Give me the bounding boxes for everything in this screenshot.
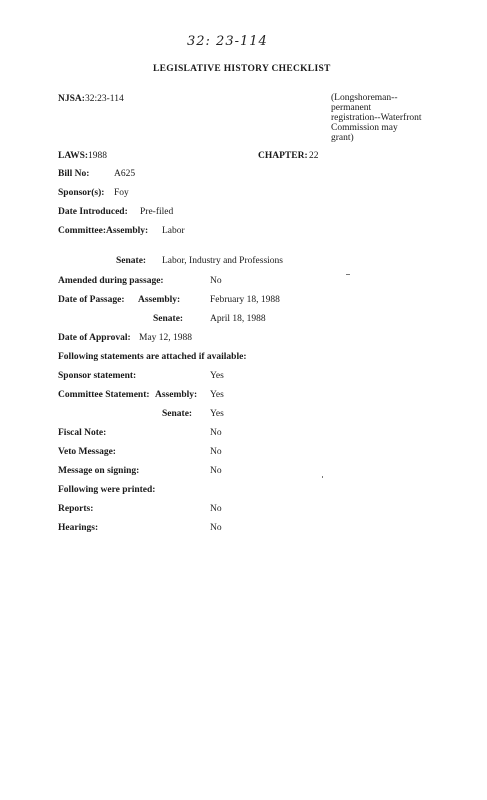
hearings-label: Hearings: xyxy=(58,523,99,533)
njsa-value: 32:23-114 xyxy=(85,94,124,104)
bill-description: (Longshoreman-- permanent registration--Waterfront Commission may grant) xyxy=(331,93,422,143)
scan-speck xyxy=(346,274,350,275)
veto-message-value: No xyxy=(210,447,222,457)
passage-assembly-label: Assembly: xyxy=(138,295,181,305)
fiscal-note-value: No xyxy=(210,428,222,438)
committee-assembly-label: Assembly: xyxy=(106,226,149,236)
committee-statement-label: Committee Statement: xyxy=(58,390,150,400)
message-signing-label: Message on signing: xyxy=(58,466,140,476)
sponsor-statement-label: Sponsor statement: xyxy=(58,371,137,381)
statements-heading: Following statements are attached if available: xyxy=(58,352,247,362)
laws-label: LAWS: xyxy=(58,151,89,161)
message-signing-value: No xyxy=(210,466,222,476)
hearings-value: No xyxy=(210,523,222,533)
scan-speck xyxy=(322,476,323,478)
chapter-value: 22 xyxy=(309,151,319,161)
committee-statement-assembly-value: Yes xyxy=(210,390,224,400)
fiscal-note-label: Fiscal Note: xyxy=(58,428,107,438)
sponsors-label: Sponsor(s): xyxy=(58,188,105,198)
reports-label: Reports: xyxy=(58,504,94,514)
committee-label: Committee: xyxy=(58,226,107,236)
passage-senate-label: Senate: xyxy=(153,314,184,324)
approval-value: May 12, 1988 xyxy=(139,333,193,343)
amended-value: No xyxy=(210,276,222,286)
passage-senate-value: April 18, 1988 xyxy=(210,314,266,324)
sponsors-value: Foy xyxy=(114,188,129,198)
committee-assembly-value: Labor xyxy=(162,226,185,236)
bill-no-value: A625 xyxy=(114,169,136,179)
sponsor-statement-value: Yes xyxy=(210,371,224,381)
committee-senate-value: Labor, Industry and Professions xyxy=(162,256,283,266)
njsa-label: NJSA: xyxy=(58,94,85,104)
printed-heading: Following were printed: xyxy=(58,485,156,495)
committee-senate-label: Senate: xyxy=(116,256,147,266)
bill-no-label: Bill No: xyxy=(58,169,90,179)
chapter-label: CHAPTER: xyxy=(258,151,308,161)
committee-statement-senate-value: Yes xyxy=(210,409,224,419)
date-introduced-value: Pre-filed xyxy=(140,207,174,217)
date-introduced-label: Date Introduced: xyxy=(58,207,128,217)
passage-assembly-value: February 18, 1988 xyxy=(210,295,280,305)
reports-value: No xyxy=(210,504,222,514)
page-title: LEGISLATIVE HISTORY CHECKLIST xyxy=(153,64,331,74)
amended-label: Amended during passage: xyxy=(58,276,164,286)
committee-statement-assembly-label: Assembly: xyxy=(155,390,198,400)
committee-statement-senate-label: Senate: xyxy=(162,409,193,419)
laws-value: 1988 xyxy=(88,151,107,161)
handwritten-statute-number: 32: 23-114 xyxy=(187,34,268,49)
passage-label: Date of Passage: xyxy=(58,295,125,305)
approval-label: Date of Approval: xyxy=(58,333,131,343)
veto-message-label: Veto Message: xyxy=(58,447,116,457)
